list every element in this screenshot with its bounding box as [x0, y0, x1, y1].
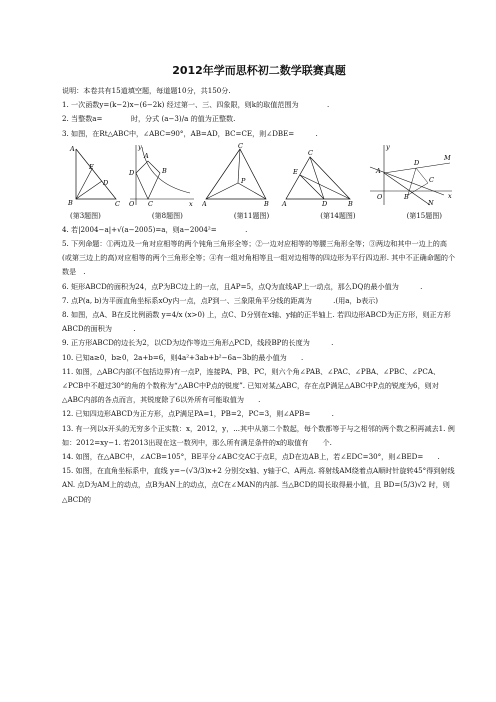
- figure-q8: [126, 143, 196, 207]
- fig8-label-c: C: [148, 199, 153, 207]
- question-14: 14. 如图，在△ABC中，∠ACB=105°，BE平分∠ABC交AC于点E，点D在边AB上，若∠EDC=30°，则∠BED= .: [62, 452, 440, 462]
- fig11-label-c: C: [238, 142, 243, 150]
- caption-q11: (第11题图): [233, 211, 270, 220]
- question-11: 11. 如图，△ABC内部(不包括边界)有一点P，连接PA、PB、PC，则六个角∠PAB、∠PAC、∠PBA、∠PBC、∠PCA、∠PCB中不超过30°的角的个数称为“△ABC中P点的锐度”. 已知对某△ABC，存在点P满足△ABC中P点的锐度为6，则对△ABC内部的各点而言，其锐度除了6以外所有可能取值为 .: [62, 366, 441, 405]
- fig14-label-e: E: [293, 167, 298, 176]
- fig11-label-a: A: [202, 199, 207, 207]
- fig15-label-b: B: [404, 192, 409, 201]
- question-6: 6. 矩形ABCD的面积为24，点P为BC边上的一点，且AP=5，点Q为直线AP上一动点，那么DQ的最小值为 .: [62, 281, 423, 291]
- question-4: 4. 若|2004−a|+√(a−2005)=a，则a−2004²= .: [62, 224, 248, 234]
- caption-q8: (第8题图): [151, 211, 183, 220]
- question-3: 3. 如图，在Rt△ABC中，∠ABC=90°，AB=AD，BC=CE，则∠DBE= .: [62, 128, 318, 138]
- question-2: 2. 当整数a= 时，分式 (a−3)/a 的值为正整数.: [62, 114, 236, 124]
- fig15-label-x: x: [448, 191, 452, 200]
- fig8-label-x: x: [189, 199, 193, 207]
- question-1: 1. 一次函数y=(k−2)x−(6−2k) 经过第一、三、四象限，则k的取值范围为 .: [62, 100, 330, 110]
- fig8-label-o: O: [129, 199, 135, 207]
- caption-q14: (第14题图): [320, 211, 356, 220]
- fig8-label-d: D: [129, 168, 135, 177]
- fig3-label-b: B: [68, 198, 73, 207]
- figure-q14: [280, 143, 356, 207]
- fig15-label-d: D: [414, 158, 420, 167]
- figure-row: [62, 143, 456, 209]
- caption-q15: (第15题图): [406, 211, 442, 220]
- fig14-label-a: A: [282, 199, 287, 207]
- fig11-label-p: P: [241, 176, 246, 185]
- question-9: 9. 正方形ABCD的边长为2，以CD为边作等边三角形△PCD，线段BP的长度为 .: [62, 338, 334, 348]
- caption-q3: (第3题图): [70, 211, 101, 220]
- figure-q15: [364, 143, 454, 207]
- fig3-label-c: C: [115, 199, 120, 207]
- question-7: 7. 点P(a, b)为平面直角坐标系xOy内一点，点P到一、三象限角平分线的距离为 .(用a，b表示): [62, 295, 379, 305]
- fig14-label-d: D: [322, 199, 328, 207]
- fig3-label-a: A: [70, 144, 75, 153]
- fig8-label-a: A: [144, 151, 149, 160]
- question-10: 10. 已知a≥0，b≥0，2a+b=6，则4a²+3ab+b²−6a−3b的最小值为 .: [62, 352, 304, 362]
- fig15-label-m: M: [444, 153, 451, 162]
- fig3-label-e: E: [89, 162, 94, 171]
- fig8-label-b: B: [162, 166, 167, 175]
- fig11-label-b: B: [264, 199, 269, 207]
- fig14-label-b: B: [348, 199, 353, 207]
- fig15-label-c: C: [429, 175, 434, 184]
- question-13: 13. 有一列以x开头的无穷多个正实数：x，2012，y，...其中从第二个数起，每个数都等于与之相邻的两个数之积再减去1. 例如：2012=xy−1. 若2013出现在这一数列中，那么所有满足条件的x的取值有 个.: [62, 423, 455, 447]
- question-12: 12. 已知四边形ABCD为正方形，点P满足PA=1，PB=2，PC=3，则∠APB= .: [62, 409, 334, 419]
- exam-title: 2012年学而思杯初二数学联赛真题: [172, 64, 346, 77]
- fig8-label-y: y: [138, 142, 142, 151]
- fig15-label-y: y: [386, 142, 390, 151]
- question-15: 15. 如图，在直角坐标系中，直线 y=−(√3/3)x+2 分别交x轴、y轴于C、A两点. 将射线AM绕着点A顺时针旋转45°得到射线AN. 点D为AM上的动点，点B为AN上的动点，点C在∠MAN的内部. 当△BCD的周长取得最小值，且 BD=(5/3)√2 时，则△BCD的: [62, 466, 455, 504]
- fig15-label-o: O: [377, 192, 383, 201]
- fig3-label-d: D: [103, 178, 109, 187]
- question-5: 5. 下列命题：①两边及一角对应相等的两个钝角三角形全等；②一边对应相等的等腰三角形全等；③两边和其中一边上的高(或第三边上的高)对应相等的两个三角形全等；④有一组对角相等且一组对边相等的四边形为平行四边形. 其中不正确命题的个数是 .: [62, 239, 456, 277]
- question-8: 8. 如图，点A、B在反比例函数 y=4/x (x>0) 上，点C、D分别在x轴、y轴的正半轴上. 若四边形ABCD为正方形，则正方形ABCD的面积为 .: [62, 310, 451, 334]
- figure-captions: [62, 209, 456, 223]
- instructions: 说明：本卷共有15道填空题，每道题10分，共150分.: [62, 86, 231, 95]
- figure-q3: [62, 143, 122, 207]
- figure-q11: [202, 143, 272, 207]
- fig15-label-a: A: [376, 166, 381, 175]
- fig15-label-n: N: [428, 198, 434, 207]
- fig14-label-c: C: [308, 148, 313, 157]
